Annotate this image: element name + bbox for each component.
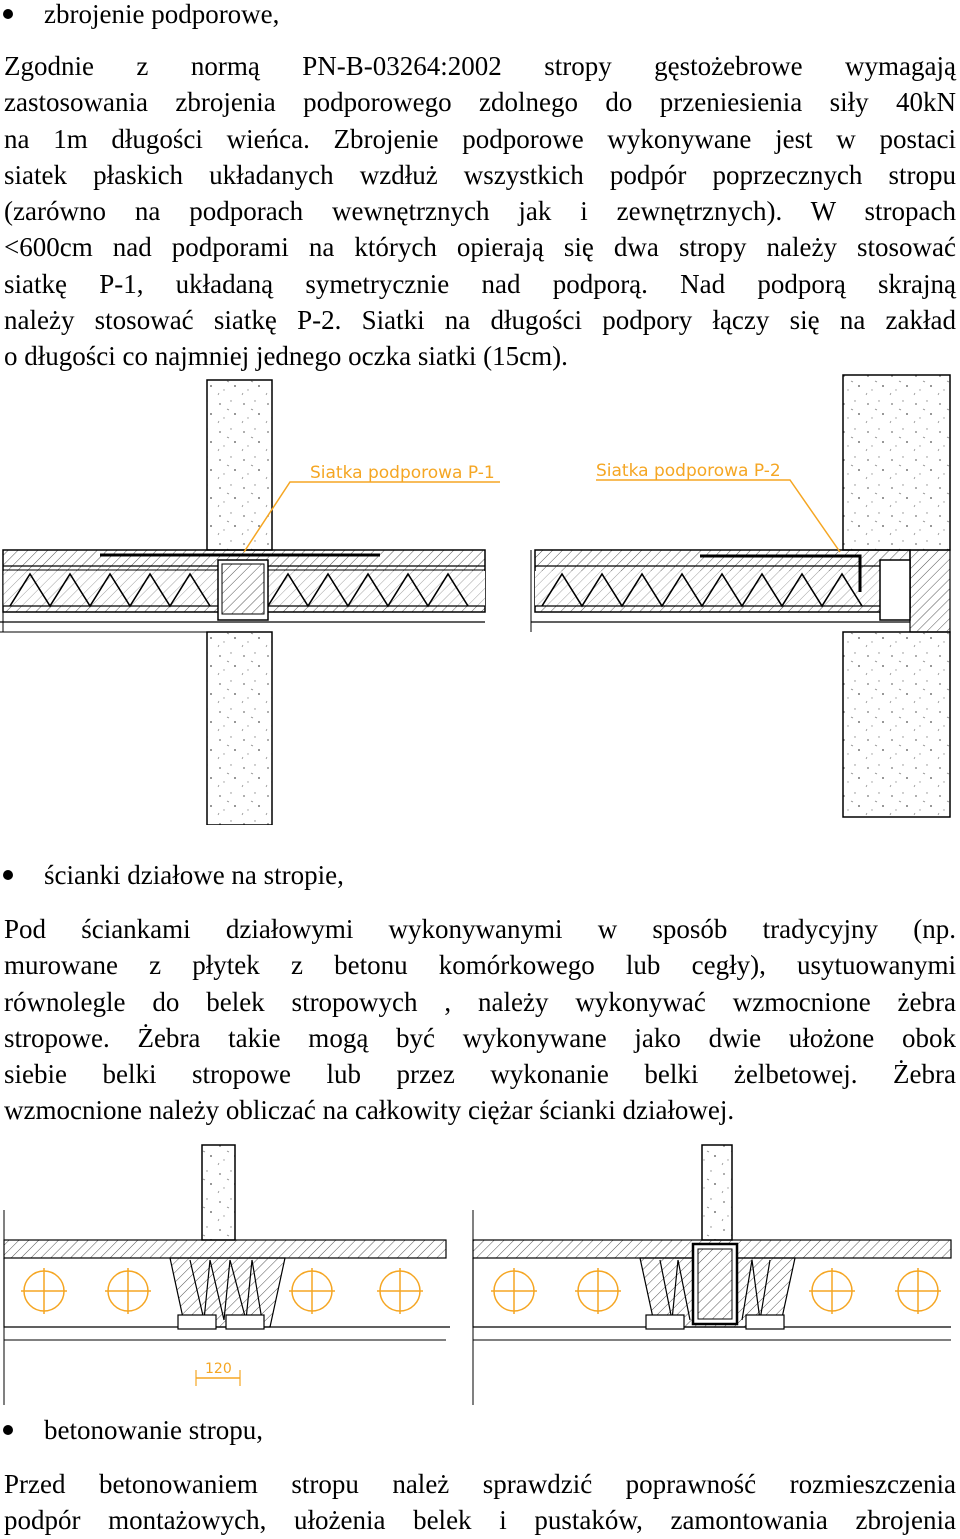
paragraph-betonowanie bbox=[4, 1466, 956, 1539]
paragraph-line: zastosowania zbrojenia podporowego zdolnego do przeniesienia siły 40kN bbox=[4, 87, 956, 118]
paragraph-line: Przed betonowaniem stropu należ sprawdzić poprawność rozmieszczenia bbox=[4, 1469, 956, 1499]
partition-wall-figure bbox=[0, 1140, 960, 1405]
bullet-label: ścianki działowe na stropie, bbox=[44, 860, 344, 890]
wall-upper-right bbox=[843, 375, 950, 550]
wall-edge-block bbox=[910, 550, 950, 632]
paragraph-line: wzmocnione należy obliczać na całkowity ciężar ścianki działowej. bbox=[4, 1095, 735, 1126]
paragraph-line: podpór montażowych, ułożenia belek i pustaków, zamontowania zbrojenia bbox=[4, 1505, 956, 1536]
dimension-label: 120 bbox=[205, 1361, 232, 1377]
bullet-label: zbrojenie podporowe, bbox=[44, 0, 280, 29]
bullet-label: betonowanie stropu, bbox=[44, 1415, 263, 1445]
wall-lower-right bbox=[843, 632, 950, 817]
bullet-dot bbox=[3, 870, 13, 880]
slab-right bbox=[531, 550, 910, 632]
slab-left bbox=[0, 550, 485, 632]
paragraph-line: siebie belki stropowe lub przez wykonanie belki żelbetowej. Żebra bbox=[4, 1059, 956, 1090]
leader-line-p1 bbox=[244, 482, 500, 552]
paragraph-line: siatkę P-1, układaną symetrycznie nad podporą. Nad podporą skrajną bbox=[4, 268, 956, 299]
paragraph-scianki bbox=[4, 911, 956, 1129]
paragraph-line: na 1m długości wieńca. Zbrojenie podporowe wykonywane jest w postaci bbox=[4, 123, 956, 154]
paragraph-line: Pod ściankami działowymi wykonywanymi w sposób tradycyjny (np. bbox=[4, 914, 956, 944]
partition-wall-left bbox=[202, 1145, 235, 1240]
paragraph-line: Zgodnie z normą PN-B-03264:2002 stropy gęstożebrowe wymagają bbox=[4, 51, 956, 81]
dimension-120 bbox=[196, 1361, 240, 1386]
label-siatka-p2: Siatka podporowa P-2 bbox=[596, 461, 781, 481]
paragraph-line: równolegle do belek stropowych , należy wykonywać wzmocnione żebra bbox=[4, 986, 956, 1017]
paragraph-line: o długości co najmniej jednego oczka siatki (15cm). bbox=[4, 341, 568, 372]
paragraph-line: <600cm nad podporami na których opierają się dwa stropy należy stosować bbox=[4, 232, 956, 263]
bullet-dot bbox=[3, 1425, 13, 1435]
paragraph-line: murowane z płytek z betonu komórkowego lub cegły), usytuowanymi bbox=[4, 950, 956, 981]
wall-lower-left bbox=[207, 632, 272, 825]
paragraph-line: (zarówno na podporach wewnętrznych jak i zewnętrznych). W stropach bbox=[4, 196, 956, 227]
paragraph-line: siatek płaskich układanych wzdłuż wszystkich podpór poprzecznych stropu bbox=[4, 159, 956, 190]
paragraph-line: stropowe. Żebra takie mogą być wykonywane jako dwie ułożone obok bbox=[4, 1022, 956, 1053]
partition-wall-right bbox=[702, 1145, 732, 1240]
label-siatka-p1: Siatka podporowa P-1 bbox=[310, 463, 495, 483]
paragraph-line: należy stosować siatkę P-2. Siatki na długości podpory łączy się na zakład bbox=[4, 305, 956, 336]
support-reinforcement-figure bbox=[0, 370, 960, 825]
paragraph-zbrojenie bbox=[4, 48, 956, 375]
leader-line-p2 bbox=[596, 480, 840, 552]
bullet-dot bbox=[3, 9, 13, 19]
